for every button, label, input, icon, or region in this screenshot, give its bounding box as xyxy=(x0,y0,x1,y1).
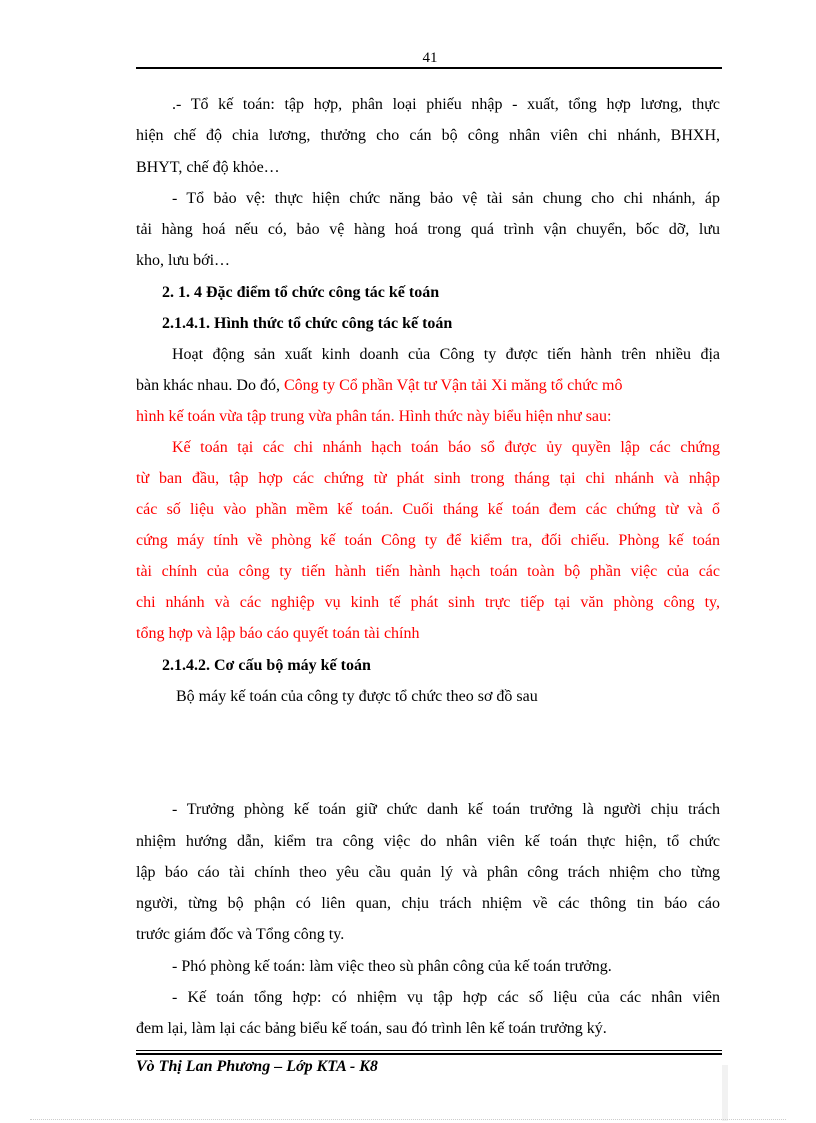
body-line: người, từng bộ phận có liên quan, chịu trách nhiệm về các thông tin báo cáo xyxy=(136,895,720,912)
highlighted-line: cứng máy tính về phòng kế toán Công ty để kiểm tra, đối chiếu. Phòng kế toán xyxy=(136,532,720,549)
body-line: tải hàng hoá nếu có, bảo vệ hàng hoá trong quá trình vận chuyển, bốc dỡ, lưu xyxy=(136,221,720,238)
subsection-heading: 2.1.4.1. Hình thức tổ chức công tác kế toán xyxy=(162,315,453,332)
footer-rule xyxy=(136,1050,722,1051)
body-line: Bộ máy kế toán của công ty được tổ chức theo sơ đồ sau xyxy=(176,688,538,705)
highlighted-line: chi nhánh và các nghiệp vụ kinh tế phát sinh trực tiếp tại văn phòng công ty, xyxy=(136,594,720,611)
footer-rule xyxy=(136,1053,722,1055)
body-line xyxy=(136,376,720,396)
body-line: - Kế toán tổng hợp: có nhiệm vụ tập hợp các số liệu của các nhân viên xyxy=(172,989,720,1006)
highlighted-line: từ ban đầu, tập hợp các chứng từ phát sinh trong tháng tại chi nhánh và nhập xyxy=(136,470,720,487)
body-line: lập báo cáo tài chính theo yêu cầu quản lý và phân công trách nhiệm cho từng xyxy=(136,864,720,881)
body-line: Hoạt động sản xuất kinh doanh của Công ty được tiến hành trên nhiều địa xyxy=(172,346,720,363)
header-rule xyxy=(136,67,722,69)
body-text: bàn khác nhau. Do đó, xyxy=(136,377,284,394)
body-line: trước giám đốc và Tổng công ty. xyxy=(136,926,345,943)
section-heading: 2. 1. 4 Đặc điểm tổ chức công tác kế toán xyxy=(162,284,440,301)
body-line: - Tổ bảo vệ: thực hiện chức năng bảo vệ tài sản chung cho chi nhánh, áp xyxy=(172,190,720,207)
body-line: - Trưởng phòng kế toán giữ chức danh kế toán trưởng là người chịu trách xyxy=(172,801,720,818)
body-line: đem lại, làm lại các bảng biểu kế toán, sau đó trình lên kế toán trưởng ký. xyxy=(136,1020,607,1037)
subsection-heading: 2.1.4.2. Cơ cấu bộ máy kế toán xyxy=(162,657,371,674)
body-line: hiện chế độ chia lương, thưởng cho cán bộ công nhân viên chi nhánh, BHXH, xyxy=(136,127,720,144)
body-line: kho, lưu bới… xyxy=(136,252,231,269)
body-line: BHYT, chế độ khỏe… xyxy=(136,159,280,176)
footer-author: Vò Thị Lan Phương – Lớp KTA - K8 xyxy=(136,1058,378,1075)
body-line: .- Tổ kế toán: tập hợp, phân loại phiếu nhập - xuất, tổng hợp lương, thực xyxy=(172,96,720,113)
highlighted-line: các số liệu vào phần mềm kế toán. Cuối tháng kế toán đem các chứng từ và ổ xyxy=(136,501,720,518)
highlighted-line: hình kế toán vừa tập trung vừa phân tán. Hình thức này biểu hiện như sau: xyxy=(136,408,612,425)
page-border-shadow xyxy=(722,1065,728,1121)
body-line: nhiệm hướng dẫn, kiểm tra công việc do nhân viên kế toán thực hiện, tổ chức xyxy=(136,833,720,850)
body-line: - Phó phòng kế toán: làm việc theo sù phân công của kế toán trưởng. xyxy=(172,958,612,975)
highlighted-line: tổng hợp và lập báo cáo quyết toán tài chính xyxy=(136,625,420,642)
page-edge xyxy=(30,1119,786,1120)
highlighted-line: Kế toán tại các chi nhánh hạch toán báo sổ được ủy quyền lập các chứng xyxy=(172,439,720,456)
highlighted-line: tài chính của công ty tiến hành tiến hành hạch toán toàn bộ phần việc của các xyxy=(136,563,720,580)
highlighted-text: Công ty Cổ phần Vật tư Vận tải Xi măng tổ chức mô xyxy=(283,377,623,394)
page-number: 41 xyxy=(422,50,438,66)
